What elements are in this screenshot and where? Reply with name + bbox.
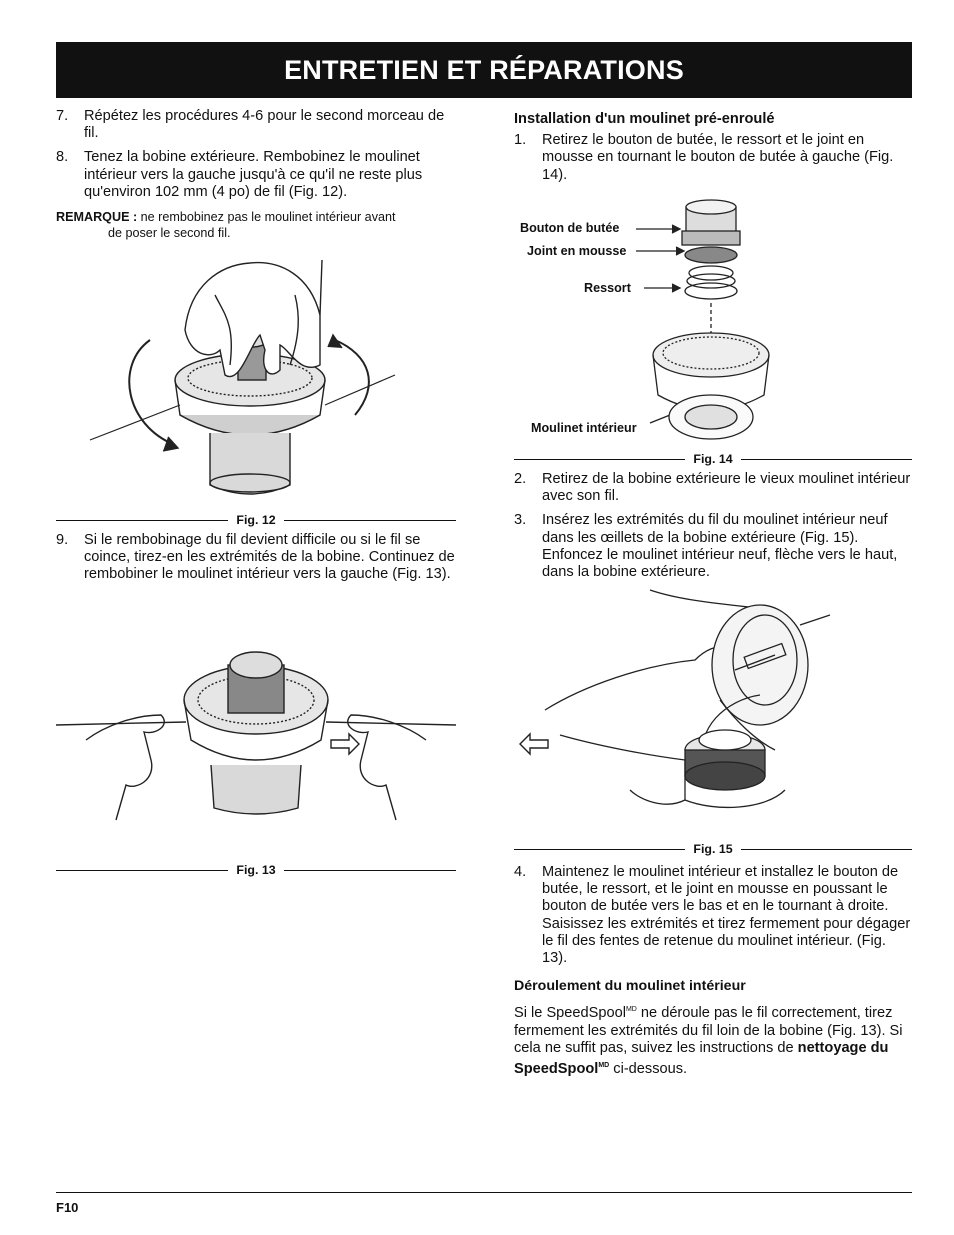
step-text: Retirez de la bobine extérieure le vieux moulinet intérieur avec son fil. bbox=[542, 471, 911, 505]
caption-rule bbox=[284, 870, 456, 871]
right-column-top bbox=[514, 108, 912, 184]
fig14-label: Fig. 14 bbox=[693, 452, 733, 466]
step-text: Retirez le bouton de butée, le ressort et le joint en mousse en tournant le bouton de butée à gauche (Fig. 14). bbox=[542, 132, 894, 183]
fig15-caption bbox=[514, 842, 912, 856]
fig15-label: Fig. 15 bbox=[693, 842, 733, 856]
fig14-illustration bbox=[630, 195, 790, 450]
caption-rule bbox=[284, 520, 456, 521]
fig12-illustration bbox=[90, 255, 410, 500]
step-text: Si le rembobinage du fil devient difficile ou si le fil se coince, tirez-en les extrémités de la bobine. Continuez de rembobiner le moulinet intérieur vers la gauche (Fig. 13). bbox=[84, 532, 455, 583]
section-header bbox=[56, 42, 912, 98]
unwind-title: Déroulement du moulinet intérieur bbox=[514, 978, 746, 995]
step-8 bbox=[56, 149, 456, 201]
footer-rule bbox=[56, 1192, 912, 1193]
step-number: 3. bbox=[514, 512, 527, 529]
install-title: Installation d'un moulinet pré-enroulé bbox=[514, 111, 775, 127]
label-joint: Joint en mousse bbox=[527, 244, 627, 258]
fig13-caption bbox=[56, 863, 456, 877]
step-number: 4. bbox=[514, 864, 527, 880]
step-2 bbox=[514, 471, 912, 505]
unwind-paragraph bbox=[514, 1001, 912, 1078]
trademark-sup: MD bbox=[625, 1006, 637, 1014]
para-part-b: ne déroule pas le fil correctement, tirez fermement les extrémités du fil loin de la bobine (Fig. 13). Si cela ne suffit pas, suivez les instructions de bbox=[514, 1005, 903, 1056]
para-part-c: ci-dessous. bbox=[609, 1061, 688, 1078]
step-9 bbox=[56, 532, 456, 584]
step-number: 1. bbox=[514, 132, 527, 149]
page-number: F10 bbox=[56, 1200, 79, 1215]
caption-rule bbox=[514, 459, 685, 460]
step-text: Maintenez le moulinet intérieur et installez le bouton de butée, le ressort, et le joint en mousse en poussant le bouton de butée vers le bas et en le tournant à droite. Saisissez les extrémités et tirez fermement pour dégager le fil des fentes de retenue du moulinet intérieur. (Fig. 13). bbox=[542, 864, 911, 967]
step-text: Tenez la bobine extérieure. Rembobinez le moulinet intérieur vers la gauche jusqu'à ce qu'il ne reste plus qu'environ 102 mm (4 po) de fil (Fig. 12). bbox=[84, 149, 423, 200]
para-part-a: Si le SpeedSpool bbox=[514, 1005, 626, 1022]
trademark-sup: MD bbox=[598, 1062, 610, 1070]
fig13-label: Fig. 13 bbox=[236, 863, 276, 877]
step-number: 9. bbox=[56, 532, 69, 548]
label-ressort: Ressort bbox=[584, 281, 631, 295]
step-4 bbox=[514, 864, 912, 967]
remark-note bbox=[56, 209, 456, 241]
step-1 bbox=[514, 132, 912, 184]
step-text: Répétez les procédures 4-6 pour le second morceau de fil. bbox=[84, 108, 445, 142]
caption-rule bbox=[741, 459, 912, 460]
fig13-illustration bbox=[56, 640, 456, 820]
caption-rule bbox=[741, 849, 912, 850]
caption-rule bbox=[514, 849, 685, 850]
caption-rule bbox=[56, 870, 228, 871]
fig14-caption bbox=[514, 452, 912, 466]
left-column bbox=[56, 108, 456, 241]
remark-label: REMARQUE : bbox=[56, 210, 138, 225]
right-bottom bbox=[514, 864, 912, 1078]
fig12-label: Fig. 12 bbox=[236, 513, 276, 527]
remark-text: ne rembobinez pas le moulinet intérieur avant bbox=[140, 210, 396, 225]
label-bouton: Bouton de butée bbox=[520, 221, 620, 235]
step-3 bbox=[514, 512, 912, 581]
step-text: Insérez les extrémités du fil du moulinet intérieur neuf dans les œillets de la bobine extérieure (Fig. 15). Enfoncez le moulinet intérieur neuf, flèche vers le haut, dans la bobine extérieure. bbox=[542, 512, 898, 581]
step-number: 8. bbox=[56, 149, 69, 166]
section-title: ENTRETIEN ET RÉPARATIONS bbox=[284, 54, 684, 85]
right-steps-2-3 bbox=[514, 471, 912, 581]
step-number: 7. bbox=[56, 108, 69, 124]
label-moulinet: Moulinet intérieur bbox=[531, 421, 637, 435]
caption-rule bbox=[56, 520, 228, 521]
para-bold: nettoyage du SpeedSpool bbox=[514, 1039, 889, 1078]
step-number: 2. bbox=[514, 471, 527, 487]
remark-text-cont: de poser le second fil. bbox=[108, 226, 231, 241]
step-7 bbox=[56, 108, 456, 142]
fig12-caption bbox=[56, 513, 456, 527]
fig15-illustration bbox=[545, 590, 835, 815]
